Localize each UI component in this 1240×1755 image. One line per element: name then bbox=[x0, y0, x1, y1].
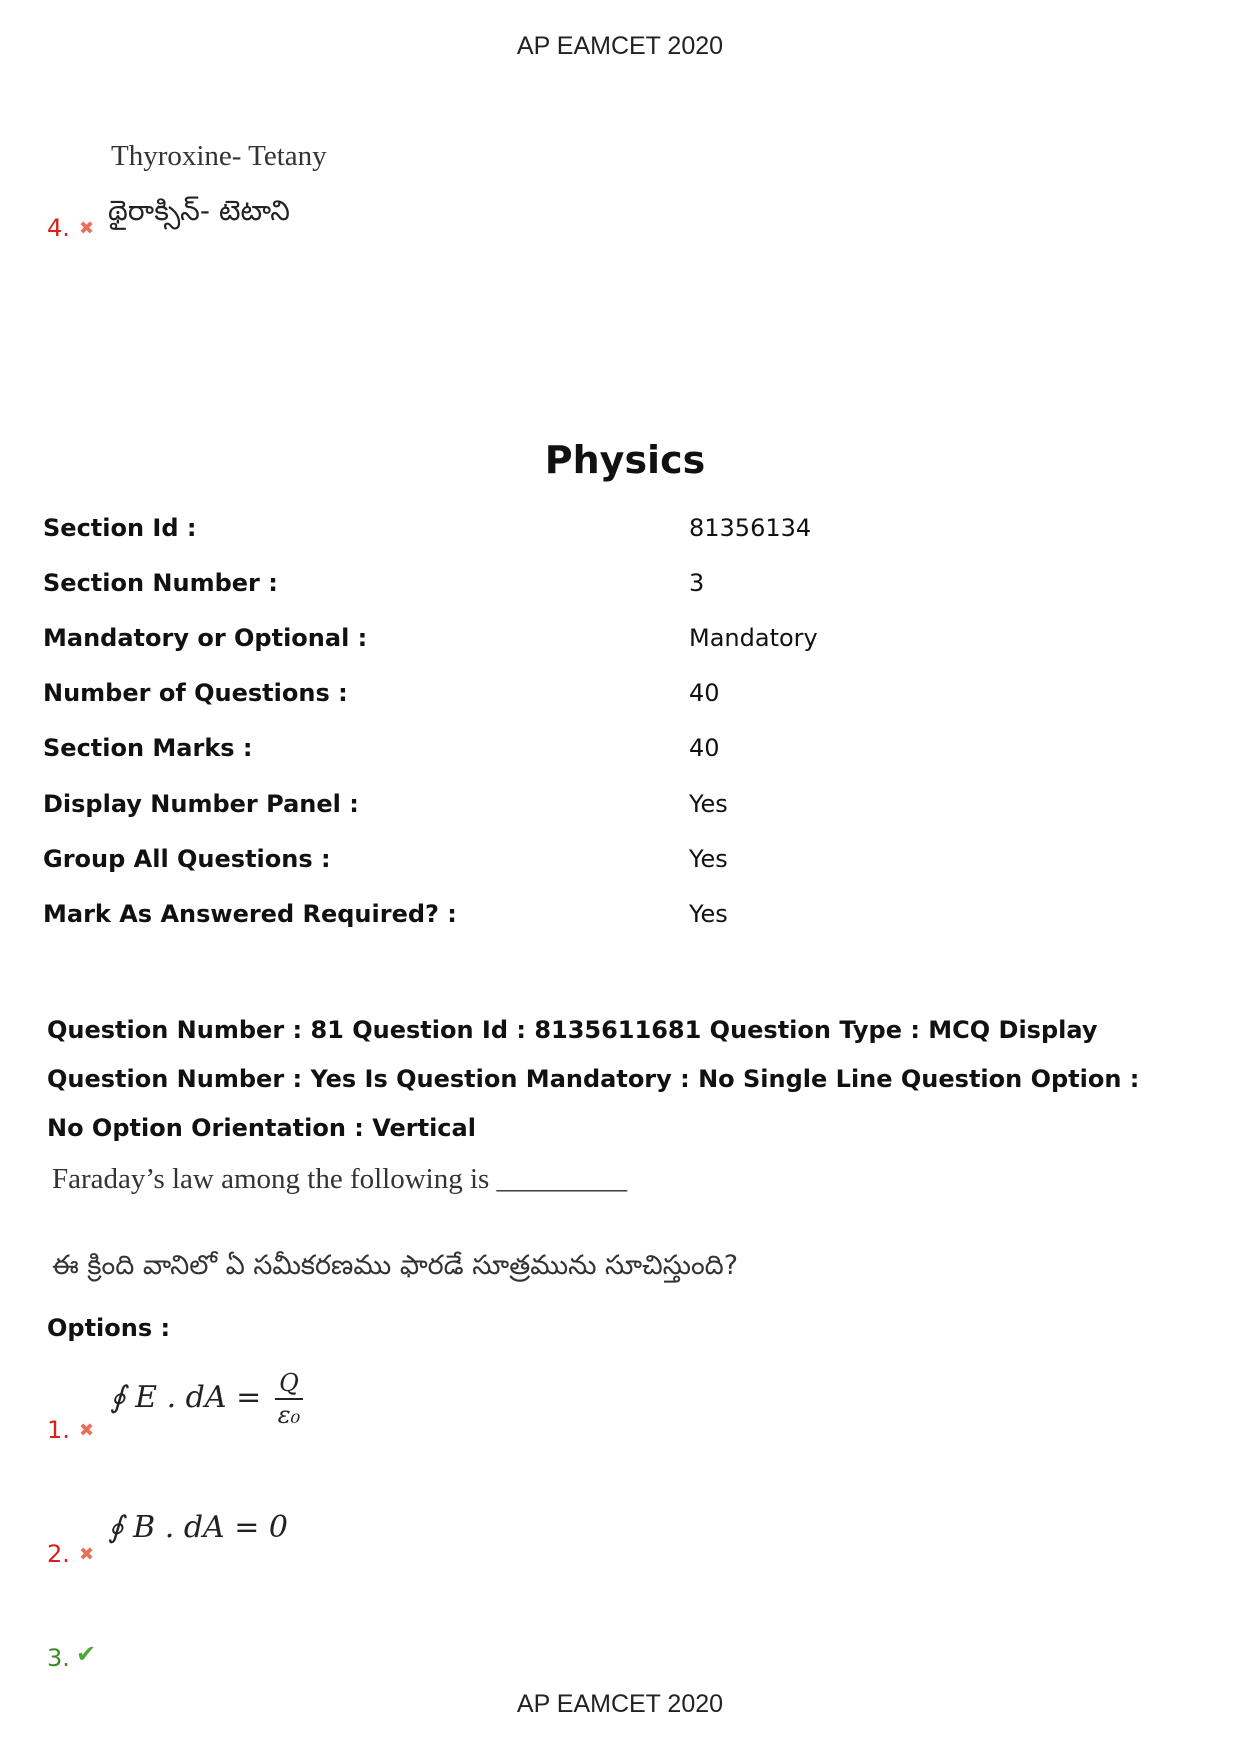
row-label: Number of Questions : bbox=[43, 679, 348, 707]
option-2-formula: ∮ B . dA = 0 bbox=[108, 1510, 288, 1545]
row-label: Mark As Answered Required? : bbox=[43, 900, 457, 928]
option-1-formula bbox=[110, 1368, 303, 1430]
question-meta: Question Number : 81 Question Id : 8135611681 Question Type : MCQ Display Question Number : Yes Is Question Mandatory : No Single Line Question Option : No Option Orientation : Vertical bbox=[47, 1016, 1140, 1142]
cross-mark-icon: ✖ bbox=[79, 1544, 95, 1565]
section-number-row bbox=[43, 569, 1193, 609]
section-title: Physics bbox=[544, 438, 706, 482]
mark-as-answered-row bbox=[43, 900, 1193, 940]
fraction bbox=[275, 1368, 304, 1430]
fraction-numerator: Q bbox=[275, 1368, 304, 1400]
number-of-questions-row bbox=[43, 679, 1193, 719]
row-value: Yes bbox=[689, 900, 728, 928]
check-mark-icon: ✔ bbox=[76, 1640, 97, 1668]
row-value: 40 bbox=[689, 679, 720, 707]
formula-lhs: ∮ E . dA = bbox=[110, 1380, 262, 1415]
row-value: Yes bbox=[689, 845, 728, 873]
row-label: Section Number : bbox=[43, 569, 278, 597]
row-label: Section Id : bbox=[43, 514, 197, 542]
row-label: Display Number Panel : bbox=[43, 790, 359, 818]
question-text-english: Faraday’s law among the following is _________ bbox=[52, 1163, 628, 1195]
mandatory-row bbox=[43, 624, 1193, 664]
row-value: 81356134 bbox=[689, 514, 812, 542]
option-3-number: 3. bbox=[47, 1644, 70, 1672]
option-4-number: 4. bbox=[47, 214, 70, 242]
row-label: Group All Questions : bbox=[43, 845, 331, 873]
cross-mark-icon: ✖ bbox=[79, 218, 95, 239]
option-1-number: 1. bbox=[47, 1416, 70, 1444]
cross-mark-icon: ✖ bbox=[79, 1420, 95, 1441]
row-label: Section Marks : bbox=[43, 734, 253, 762]
group-all-questions-row bbox=[43, 845, 1193, 885]
row-value: Yes bbox=[689, 790, 728, 818]
page-header: AP EAMCET 2020 bbox=[516, 32, 724, 60]
fraction-denominator: ε₀ bbox=[277, 1401, 301, 1429]
row-value: Mandatory bbox=[689, 624, 818, 652]
row-label: Mandatory or Optional : bbox=[43, 624, 368, 652]
options-label: Options : bbox=[47, 1314, 171, 1342]
page-footer: AP EAMCET 2020 bbox=[516, 1690, 724, 1718]
question-text-telugu: ఈ క్రింది వానిలో ఏ సమీకరణము ఫారడే సూత్రమును సూచిస్తుంది? bbox=[52, 1250, 739, 1281]
option-4-english: Thyroxine- Tetany bbox=[111, 140, 327, 172]
section-marks-row bbox=[43, 734, 1193, 774]
row-value: 3 bbox=[689, 569, 705, 597]
section-id-row bbox=[43, 514, 1193, 554]
row-value: 40 bbox=[689, 734, 720, 762]
option-4-telugu: థైరాక్సిన్- టెటాని bbox=[108, 194, 290, 227]
display-number-panel-row bbox=[43, 790, 1193, 830]
option-2-number: 2. bbox=[47, 1540, 70, 1568]
